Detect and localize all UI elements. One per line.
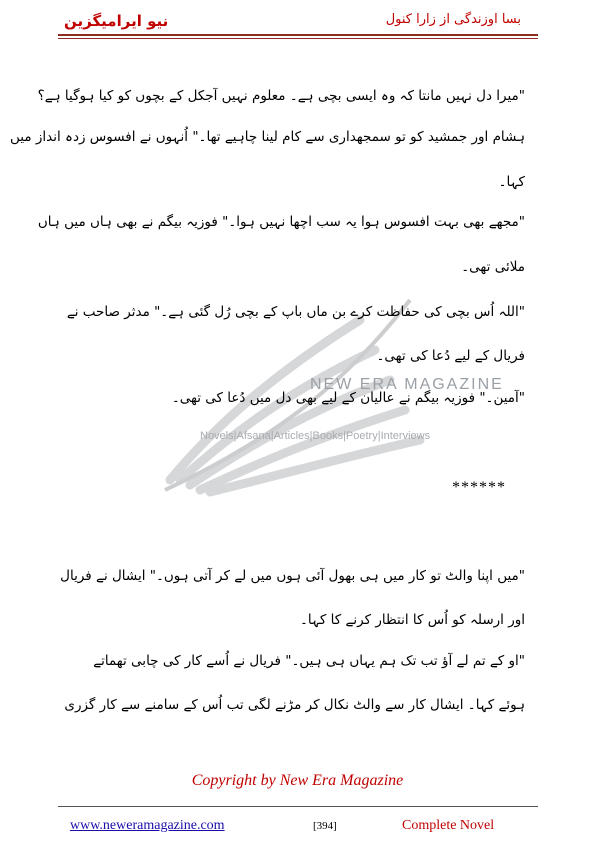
body-line-8: "آمین۔" فوزیہ بیگم نے عالیان کے لیے بھی دل میں دُعا کی تھی۔ [171,390,525,406]
body-line-7: فریال کے لیے دُعا کی تھی۔ [376,348,525,364]
website-link[interactable]: www.neweramagazine.com [70,818,225,833]
body-line-12: ہوئے کہا۔ ایشال کار سے والٹ نکال کر مڑنے لگی تب اُس کے سامنے سے کار گزری [64,697,525,713]
body-line-3: کہا۔ [498,174,525,190]
header-rule-thin [58,38,538,39]
novel-title: بسا اوزندگی از زارا کنول [385,12,521,27]
section-separator: ****** [452,479,506,496]
category-label: Complete Novel [402,818,495,833]
footer-rule [58,806,538,807]
header-rule-thick [58,34,538,36]
body-line-11: "او کے تم لے آؤ تب تک ہم یہاں ہی ہیں۔" فریال نے اُسے کار کی چابی تھماتے [93,653,525,669]
body-line-10: اور ارسلہ کو اُس کا انتظار کرنے کا کہا۔ [300,612,525,628]
body-line-2: ہشام اور جمشید کو تو سمجھداری سے کام لینا چاہیے تھا۔" اُنہوں نے افسوس زدہ انداز میں [10,129,525,145]
watermark-brand-text: NEW ERA MAGAZINE [310,376,504,393]
body-line-9: "میں اپنا والٹ تو کار میں ہی بھول آئی ہوں میں لے کر آتی ہوں۔" ایشال نے فریال [60,568,525,584]
page-number: [394] [313,820,337,832]
copyright-notice: Copyright by New Era Magazine [191,772,404,789]
body-line-6: "اللہ اُس بچی کی حفاظت کرے بن ماں باپ کے بچی رُل گئی ہے۔" مدثر صاحب نے [66,304,525,320]
watermark-tagline: Novels|Afsana|Articles|Books|Poetry|Interviews [200,430,431,442]
body-line-1: "میرا دل نہیں مانتا کہ وہ ایسی بچی ہے۔ معلوم نہیں آجکل کے بچوں کو کیا ہوگیا ہے؟ [37,88,525,104]
magazine-name: نیو ایرامیگزین [64,12,169,30]
body-line-5: ملائی تھی۔ [461,259,525,275]
body-line-4: "مجھے بھی بہت افسوس ہوا یہ سب اچھا نہیں ہوا۔" فوزیہ بیگم نے بھی ہاں میں ہاں [37,214,525,230]
